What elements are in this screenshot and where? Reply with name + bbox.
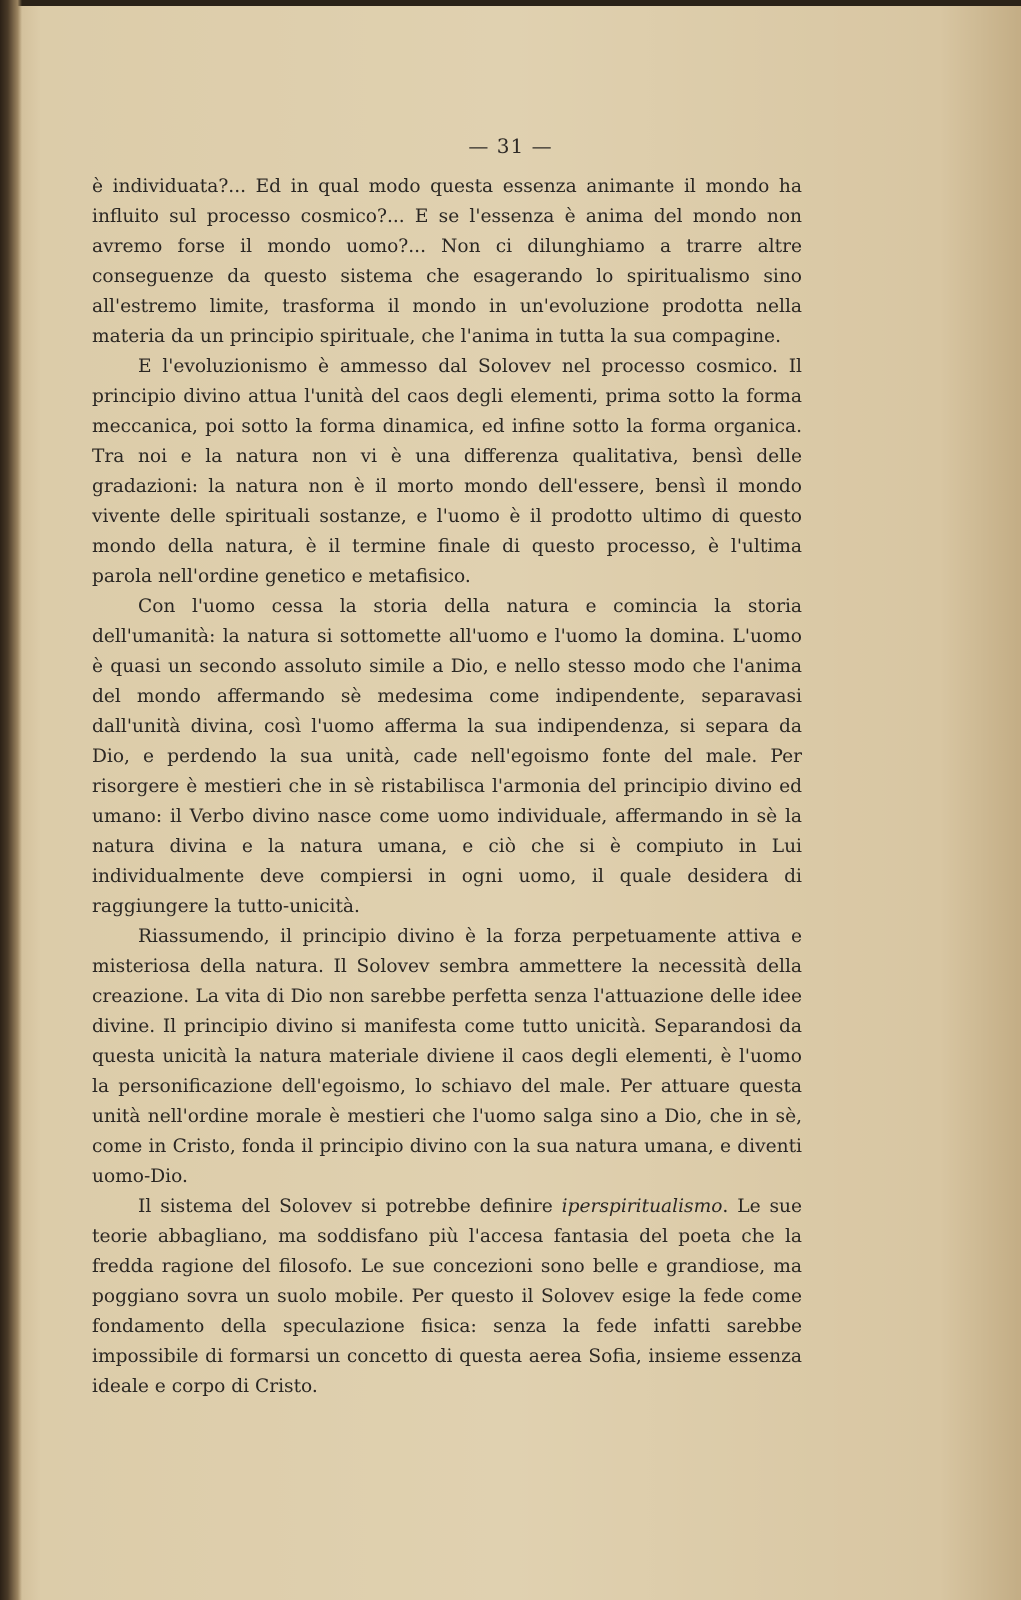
paragraph-4: Riassumendo, il principio divino è la forza perpetuamente attiva e misteriosa della natura. Il Solovev sembra ammettere la necessità della creazione. La vita di Dio non sarebbe perfetta senza l'attuazione delle idee divine. Il principio divino si manifesta come tutto unicità. Separandosi da questa unicità la natura materiale diviene il caos degli elementi, è l'uomo la personificazione dell'egoismo, lo schiavo del male. Per attuare questa unità nell'ordine morale è mestieri che l'uomo salga sino a Dio, che in sè, come in Cristo, fonda il principio divino con la sua natura umana, e diventi uomo-Dio.: [92, 926, 802, 1187]
paragraph-5-end: . Le sue teorie abbagliano, ma soddisfano più l'accesa fantasia del poeta che la fredda ragione del filosofo. Le sue concezioni sono belle e grandiose, ma poggiano sovra un suolo mobile. Per questo il Solovev esige la fede come fondamento della speculazione fisica: senza la fede infatti sarebbe impossibile di formarsi un concetto di questa aerea Sofia, insieme essenza ideale e corpo di Cristo.: [92, 1196, 802, 1397]
body-text: [92, 172, 802, 1402]
paragraph-2: E l'evoluzionismo è ammesso dal Solovev nel processo cosmico. Il principio divino attua l'unità del caos degli elementi, prima sotto la forma meccanica, poi sotto la forma dinamica, ed infine sotto la forma organica. Tra noi e la natura non vi è una differenza qualitativa, bensì delle gradazioni: la natura non è il morto mondo dell'essere, bensì il mondo vivente delle spirituali sostanze, e l'uomo è il prodotto ultimo di questo mondo della natura, è il termine finale di questo processo, è l'ultima parola nell'ordine genetico e metafisico.: [92, 356, 802, 587]
page-top-edge: [0, 0, 1021, 6]
page-number: — 31 —: [468, 134, 553, 158]
paragraph-5-start: Il sistema del Solovev si potrebbe definire: [138, 1196, 562, 1217]
emphasized-term: iperspiritualismo: [561, 1196, 723, 1217]
paragraph-3: Con l'uomo cessa la storia della natura e comincia la storia dell'umanità: la natura si sottomette all'uomo e l'uomo la domina. L'uomo è quasi un secondo assoluto simile a Dio, e nello stesso modo che l'anima del mondo affermando sè medesima come indipendente, separavasi dall'unità divina, così l'uomo afferma la sua indipendenza, si separa da Dio, e perdendo la sua unità, cade nell'egoismo fonte del male. Per risorgere è mestieri che in sè ristabilisca l'armonia del principio divino ed umano: il Verbo divino nasce come uomo individuale, affermando in sè la natura divina e la natura umana, e ciò che si è compiuto in Lui individualmente deve compiersi in ogni uomo, il quale desidera di raggiungere la tutto-unicità.: [92, 596, 802, 917]
paragraph-1: è individuata?... Ed in qual modo questa essenza animante il mondo ha influito sul processo cosmico?... E se l'essenza è anima del mondo non avremo forse il mondo uomo?... Non ci dilunghiamo a trarre altre conseguenze da questo sistema che esagerando lo spiritualismo sino all'estremo limite, trasforma il mondo in un'evoluzione prodotta nella materia da un principio spirituale, che l'anima in tutta la sua compagine.: [92, 176, 802, 347]
paragraph-5: [92, 1192, 802, 1402]
page-binding-shadow: [0, 0, 22, 1600]
